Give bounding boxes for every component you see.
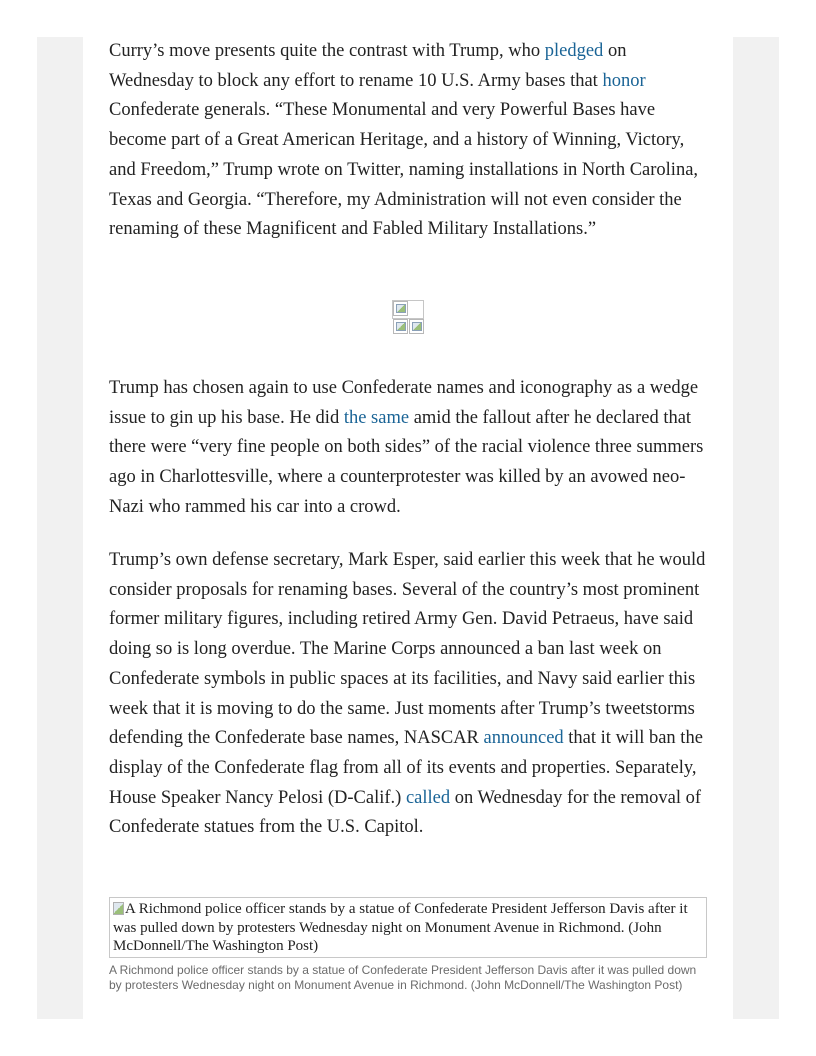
- link-the-same[interactable]: the same: [343, 407, 410, 428]
- link-called[interactable]: called: [405, 787, 451, 808]
- link-honor[interactable]: honor: [602, 70, 646, 91]
- link-pledged[interactable]: pledged: [544, 41, 604, 61]
- broken-image-icon: [393, 301, 408, 316]
- broken-image-icon: [409, 319, 424, 334]
- paragraph-esper: Trump’s own defense secretary, Mark Esper, said earlier this week that he would consider proposals for renaming bases. Several of the country’s most prominent former military figures, including retired Army Gen. David Petraeus, have said doing so is long overdue. The Marine Corps announced a ban last week on Confederate symbols in public spaces at its facilities, and Navy said earlier this week that it is moving to do the same. Just moments after Trump’s tweetstorms defending the Confederate base names, NASCAR announced that it will ban the display of the Confederate flag from all of its events and properties. Separately, House Speaker Nancy Pelosi (D-Calif.) called on Wednesday for the removal of Confederate statues from the U.S. Capitol.: [109, 550, 706, 838]
- broken-image-icon: [113, 902, 124, 915]
- left-gutter: [37, 37, 83, 1019]
- link-announced[interactable]: announced: [483, 728, 564, 749]
- photo-placeholder: [109, 897, 707, 958]
- paragraph-wedge-issue: Trump has chosen again to use Confederate names and iconography as a wedge issue to gin up his base. He did the same amid the fallout after he declared that there were “very fine people on both sides” of the racial violence three summers ago in Charlottesville, where a counterprotester was killed by an avowed neo-Nazi who rammed his car into a crowd.: [109, 378, 704, 517]
- paragraph-trump-pledge: Curry’s move presents quite the contrast with Trump, who pledged on Wednesday to block any effort to rename 10 U.S. Army bases that honor Confederate generals. “These Monumental and very Powerful Bases have become part of a Great American Heritage, and a history of Winning, Victory, and Freedom,” Trump wrote on Twitter, naming installations in North Carolina, Texas and Georgia. “Therefore, my Administration will not even consider the renaming of these Magnificent and Fabled Military Installations.”: [109, 41, 699, 240]
- photo-caption: A Richmond police officer stands by a statue of Confederate President Jefferson Davis after it was pulled down by protesters Wednesday night on Monument Avenue in Richmond. (John McDonnell/The Washington Post): [109, 963, 697, 992]
- photo-alt-text: A Richmond police officer stands by a statue of Confederate President Jefferson Davis after it was pulled down by protesters Wednesday night on Monument Avenue in Richmond. (John McDonnell/The Washington Post): [113, 901, 688, 954]
- broken-image-icon: [393, 319, 408, 334]
- right-gutter: [733, 37, 779, 1019]
